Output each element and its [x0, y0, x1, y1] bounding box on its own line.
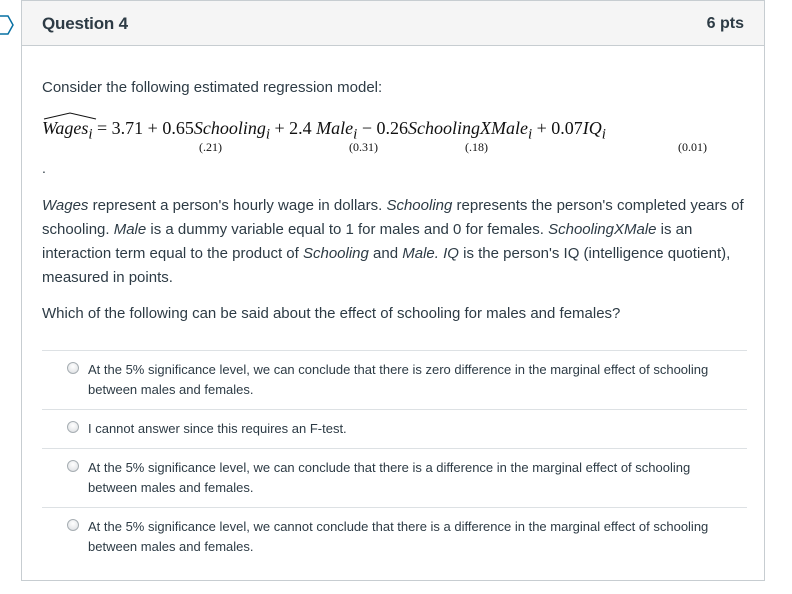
answer-label: I cannot answer since this requires an F-test. — [88, 421, 347, 436]
answer-option[interactable] — [42, 350, 747, 409]
desc-sxm: SchoolingXMale — [548, 221, 657, 238]
eq-lhs: Wages — [42, 118, 89, 138]
eq-coef-2: 2.4 — [289, 118, 312, 138]
question-description — [42, 194, 752, 290]
radio-button[interactable] — [67, 460, 79, 472]
regression-equation — [42, 112, 752, 160]
question-prompt: Which of the following can be said about the effect of schooling for males and females? — [42, 305, 621, 322]
eq-var-4: IQ — [582, 118, 602, 138]
eq-lhs-sub: i — [88, 126, 93, 143]
desc-male: Male — [113, 221, 147, 238]
question-card — [21, 0, 765, 581]
question-header — [22, 0, 764, 46]
desc-schooling-2: Schooling — [302, 245, 369, 262]
desc-text-7: is the person's IQ (intelligence quotient), measured in points. — [42, 245, 731, 286]
std-error-3: (.18) — [465, 140, 488, 154]
eq-intercept: = 3.71 + — [97, 118, 158, 138]
answer-label: At the 5% significance level, we can conclude that there is a difference in the marginal effect of schooling between males and females. — [88, 460, 691, 495]
desc-iq: IQ — [443, 245, 459, 262]
desc-text-5: and — [368, 245, 403, 262]
flag-question-icon[interactable] — [0, 14, 14, 36]
eq-coef-4: 0.07 — [551, 118, 583, 138]
eq-var-4-sub: i — [601, 126, 606, 143]
eq-op-3: + — [536, 118, 547, 138]
desc-text-1: represent a person's hourly wage in dollars. — [88, 197, 387, 214]
answer-label: At the 5% significance level, we can conclude that there is zero difference in the marginal effect of schooling between males and females. — [88, 362, 709, 397]
answer-option[interactable] — [42, 448, 747, 507]
std-error-1: (.21) — [199, 140, 222, 154]
desc-schooling: Schooling — [386, 197, 453, 214]
answer-option[interactable] — [42, 507, 747, 566]
desc-text-4: is an interaction term equal to the product of — [42, 221, 693, 262]
desc-wages: Wages — [42, 197, 89, 214]
std-error-2: (0.31) — [349, 140, 378, 154]
eq-var-3: SchoolingXMale — [407, 118, 528, 138]
eq-var-2-sub: i — [353, 126, 358, 143]
eq-var-1: Schooling — [193, 118, 266, 138]
eq-var-3-sub: i — [527, 126, 533, 143]
question-intro: Consider the following estimated regression model: — [42, 79, 383, 96]
radio-button[interactable] — [67, 519, 79, 531]
radio-button[interactable] — [67, 421, 79, 433]
answer-list — [42, 350, 747, 566]
eq-var-1-sub: i — [265, 126, 270, 143]
eq-op-2: − — [361, 118, 372, 138]
eq-op-1: + — [274, 118, 285, 138]
question-points: 6 pts — [706, 15, 744, 32]
radio-button[interactable] — [67, 362, 79, 374]
eq-var-2: Male — [316, 118, 354, 138]
std-error-4: (0.01) — [678, 140, 707, 154]
desc-male-2: Male. — [402, 245, 439, 262]
equation-line — [42, 118, 606, 144]
answer-label: At the 5% significance level, we cannot conclude that there is a difference in the marginal effect of schooling between males and females. — [88, 519, 709, 554]
desc-text-2: represents the person's completed years of schooling. — [42, 197, 744, 238]
eq-coef-1: 0.65 — [162, 118, 194, 138]
stray-dot: . — [42, 160, 46, 176]
eq-coef-3: 0.26 — [376, 118, 408, 138]
desc-text-3: is a dummy variable equal to 1 for males and 0 for females. — [146, 221, 549, 238]
question-title: Question 4 — [42, 14, 128, 33]
answer-option[interactable] — [42, 409, 747, 448]
